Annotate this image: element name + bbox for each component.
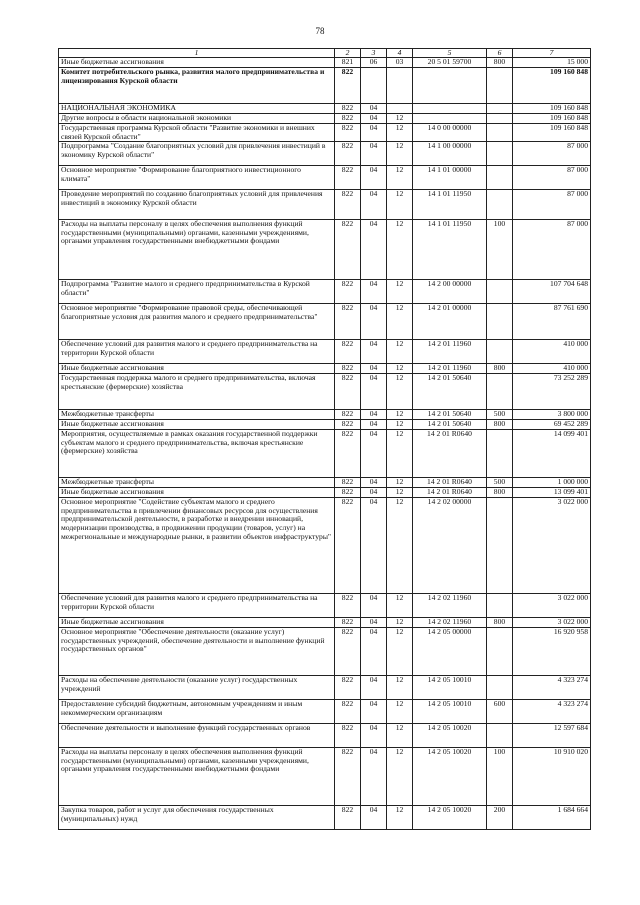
header-col-2: 2	[335, 49, 361, 58]
cell-admin-code: 822	[335, 488, 361, 498]
table-row	[59, 430, 591, 478]
cell-expense-type	[487, 142, 513, 166]
cell-target-article: 14 2 01 00000	[413, 304, 487, 340]
cell-section: 04	[361, 340, 387, 364]
cell-expense-type: 800	[487, 488, 513, 498]
cell-target-article: 14 0 00 00000	[413, 124, 487, 142]
table-row	[59, 364, 591, 374]
cell-subsection	[387, 104, 413, 114]
cell-target-article: 14 2 05 10020	[413, 748, 487, 806]
cell-name: Закупка товаров, работ и услуг для обеспечения государственных (муниципальных) нужд	[59, 806, 335, 830]
cell-target-article	[413, 104, 487, 114]
cell-admin-code: 822	[335, 498, 361, 594]
cell-subsection: 12	[387, 628, 413, 676]
cell-expense-type	[487, 340, 513, 364]
cell-admin-code: 822	[335, 190, 361, 220]
table-row	[59, 594, 591, 618]
cell-subsection: 12	[387, 374, 413, 410]
cell-section: 04	[361, 806, 387, 830]
cell-section: 04	[361, 166, 387, 190]
cell-name: Расходы на обеспечение деятельности (оказание услуг) государственных учреждений	[59, 676, 335, 700]
cell-subsection: 12	[387, 142, 413, 166]
cell-expense-type	[487, 594, 513, 618]
cell-subsection: 12	[387, 676, 413, 700]
header-col-3: 3	[361, 49, 387, 58]
cell-name: Межбюджетные трансферты	[59, 410, 335, 420]
cell-subsection	[387, 68, 413, 104]
cell-target-article: 14 2 00 00000	[413, 280, 487, 304]
cell-amount: 3 022 000	[513, 594, 591, 618]
cell-amount: 13 099 401	[513, 488, 591, 498]
cell-expense-type	[487, 124, 513, 142]
cell-subsection: 12	[387, 410, 413, 420]
cell-expense-type	[487, 68, 513, 104]
cell-section: 04	[361, 594, 387, 618]
table-row	[59, 190, 591, 220]
cell-expense-type: 800	[487, 420, 513, 430]
cell-subsection: 12	[387, 488, 413, 498]
cell-name: Основное мероприятие "Формирование правовой среды, обеспечивающей благоприятные условия для развития малого и среднего предпринимательства"	[59, 304, 335, 340]
table-body	[59, 58, 591, 830]
cell-target-article: 14 2 05 00000	[413, 628, 487, 676]
cell-name: Обеспечение условий для развития малого и среднего предпринимательства на территории Курской области	[59, 340, 335, 364]
cell-admin-code: 822	[335, 410, 361, 420]
cell-expense-type	[487, 114, 513, 124]
cell-target-article: 14 2 02 00000	[413, 498, 487, 594]
cell-subsection: 12	[387, 430, 413, 478]
cell-subsection: 12	[387, 420, 413, 430]
cell-amount: 107 704 648	[513, 280, 591, 304]
cell-name: Основное мероприятие "Обеспечение деятельности (оказание услуг) государственных учреждений, обеспечение деятельности и выполнение функций государственных органов"	[59, 628, 335, 676]
cell-admin-code: 821	[335, 58, 361, 68]
cell-section: 04	[361, 628, 387, 676]
cell-name: Подпрограмма "Создание благоприятных условий для привлечения инвестиций в экономику Курской области"	[59, 142, 335, 166]
cell-admin-code: 822	[335, 166, 361, 190]
cell-expense-type: 200	[487, 806, 513, 830]
cell-name: Государственная поддержка малого и среднего предпринимательства, включая крестьянские (фермерские) хозяйства	[59, 374, 335, 410]
table-row	[59, 700, 591, 724]
cell-expense-type	[487, 498, 513, 594]
cell-amount: 87 000	[513, 220, 591, 280]
cell-admin-code: 822	[335, 430, 361, 478]
cell-amount: 109 160 848	[513, 124, 591, 142]
cell-admin-code: 822	[335, 68, 361, 104]
cell-subsection: 12	[387, 724, 413, 748]
cell-admin-code: 822	[335, 420, 361, 430]
budget-table	[58, 48, 591, 830]
cell-target-article: 14 2 02 11960	[413, 594, 487, 618]
cell-section: 04	[361, 142, 387, 166]
cell-admin-code: 822	[335, 618, 361, 628]
cell-target-article: 14 2 01 50640	[413, 374, 487, 410]
cell-target-article: 14 2 02 11960	[413, 618, 487, 628]
cell-subsection: 12	[387, 124, 413, 142]
cell-admin-code: 822	[335, 114, 361, 124]
cell-name: Обеспечение деятельности и выполнение функций государственных органов	[59, 724, 335, 748]
cell-name: Расходы на выплаты персоналу в целях обеспечения выполнения функций государственными (муниципальными) органами, казенными учреждениями, органами управления государственными внебюджетными фондами	[59, 220, 335, 280]
cell-target-article	[413, 68, 487, 104]
cell-target-article	[413, 114, 487, 124]
cell-name: Межбюджетные трансферты	[59, 478, 335, 488]
cell-target-article: 14 2 05 10010	[413, 700, 487, 724]
cell-section: 04	[361, 114, 387, 124]
cell-target-article: 14 2 01 R0640	[413, 478, 487, 488]
cell-admin-code: 822	[335, 104, 361, 114]
cell-target-article: 14 1 01 11950	[413, 220, 487, 280]
cell-amount: 73 252 289	[513, 374, 591, 410]
cell-expense-type: 800	[487, 618, 513, 628]
cell-subsection: 12	[387, 748, 413, 806]
cell-admin-code: 822	[335, 806, 361, 830]
cell-amount: 10 910 020	[513, 748, 591, 806]
cell-expense-type: 800	[487, 58, 513, 68]
cell-section: 04	[361, 748, 387, 806]
page-number: 78	[315, 26, 325, 36]
cell-section: 04	[361, 410, 387, 420]
cell-subsection: 12	[387, 114, 413, 124]
cell-target-article: 14 2 05 10010	[413, 676, 487, 700]
table-header-row	[59, 49, 591, 58]
cell-target-article: 14 2 01 R0640	[413, 430, 487, 478]
cell-target-article: 20 5 01 59700	[413, 58, 487, 68]
cell-expense-type	[487, 104, 513, 114]
cell-name: Иные бюджетные ассигнования	[59, 364, 335, 374]
cell-expense-type	[487, 676, 513, 700]
cell-name: Государственная программа Курской области "Развитие экономики и внешних связей Курской области"	[59, 124, 335, 142]
cell-admin-code: 822	[335, 748, 361, 806]
cell-subsection: 12	[387, 220, 413, 280]
cell-name: Основное мероприятие "Содействие субъектам малого и среднего предпринимательства в привлечении финансовых ресурсов для осуществления предпринимательской деятельности, в разработке и внедрении инноваций, модернизации производства, в продвижении продукции (товаров, услуг) на межрегиональные и международные рынки, в развитии объектов инфраструктуры"	[59, 498, 335, 594]
cell-target-article: 14 2 01 50640	[413, 420, 487, 430]
cell-section: 04	[361, 700, 387, 724]
cell-name: Обеспечение условий для развития малого и среднего предпринимательства на территории Курской области	[59, 594, 335, 618]
cell-name: Расходы на выплаты персоналу в целях обеспечения выполнения функций государственными (муниципальными) органами, казенными учреждениями, органами управления государственными внебюджетными фондами	[59, 748, 335, 806]
cell-section: 04	[361, 478, 387, 488]
cell-admin-code: 822	[335, 340, 361, 364]
cell-amount: 109 160 848	[513, 114, 591, 124]
cell-subsection: 12	[387, 594, 413, 618]
cell-section: 04	[361, 104, 387, 114]
cell-admin-code: 822	[335, 628, 361, 676]
cell-subsection: 12	[387, 190, 413, 220]
cell-name: НАЦИОНАЛЬНАЯ ЭКОНОМИКА	[59, 104, 335, 114]
cell-amount: 109 160 848	[513, 68, 591, 104]
cell-amount: 15 000	[513, 58, 591, 68]
cell-admin-code: 822	[335, 478, 361, 488]
cell-amount: 1 684 664	[513, 806, 591, 830]
cell-section: 04	[361, 304, 387, 340]
cell-name: Проведение мероприятий по созданию благоприятных условий для привлечения инвестиций в экономику Курской области	[59, 190, 335, 220]
cell-name: Другие вопросы в области национальной экономики	[59, 114, 335, 124]
cell-amount: 69 452 289	[513, 420, 591, 430]
cell-amount: 87 000	[513, 190, 591, 220]
cell-name: Иные бюджетные ассигнования	[59, 420, 335, 430]
table-row	[59, 58, 591, 68]
table-row	[59, 340, 591, 364]
table-row	[59, 124, 591, 142]
table-row	[59, 676, 591, 700]
cell-expense-type	[487, 280, 513, 304]
table-row	[59, 724, 591, 748]
cell-section: 04	[361, 488, 387, 498]
cell-target-article: 14 1 01 00000	[413, 166, 487, 190]
cell-expense-type	[487, 724, 513, 748]
cell-amount: 87 000	[513, 166, 591, 190]
cell-subsection: 12	[387, 618, 413, 628]
cell-expense-type	[487, 374, 513, 410]
cell-admin-code: 822	[335, 304, 361, 340]
cell-section: 04	[361, 124, 387, 142]
cell-section: 04	[361, 220, 387, 280]
cell-expense-type: 800	[487, 364, 513, 374]
cell-amount: 1 000 000	[513, 478, 591, 488]
table-row	[59, 68, 591, 104]
table-row	[59, 142, 591, 166]
cell-admin-code: 822	[335, 220, 361, 280]
table-row	[59, 220, 591, 280]
cell-name: Основное мероприятие "Формирование благоприятного инвестиционного климата"	[59, 166, 335, 190]
cell-subsection: 12	[387, 364, 413, 374]
cell-subsection: 12	[387, 478, 413, 488]
cell-subsection: 12	[387, 700, 413, 724]
cell-target-article: 14 2 05 10020	[413, 724, 487, 748]
cell-admin-code: 822	[335, 594, 361, 618]
cell-admin-code: 822	[335, 374, 361, 410]
cell-amount: 4 323 274	[513, 700, 591, 724]
cell-expense-type	[487, 430, 513, 478]
cell-expense-type: 100	[487, 220, 513, 280]
cell-expense-type	[487, 166, 513, 190]
header-col-6: 6	[487, 49, 513, 58]
cell-admin-code: 822	[335, 124, 361, 142]
cell-expense-type	[487, 304, 513, 340]
cell-amount: 12 597 684	[513, 724, 591, 748]
cell-subsection: 12	[387, 304, 413, 340]
cell-amount: 109 160 848	[513, 104, 591, 114]
cell-subsection: 03	[387, 58, 413, 68]
header-col-7: 7	[513, 49, 591, 58]
cell-section: 04	[361, 618, 387, 628]
cell-amount: 410 000	[513, 340, 591, 364]
cell-expense-type: 500	[487, 410, 513, 420]
cell-subsection: 12	[387, 166, 413, 190]
table-row	[59, 498, 591, 594]
cell-target-article: 14 2 01 R0640	[413, 488, 487, 498]
table-row	[59, 748, 591, 806]
cell-name: Комитет потребительского рынка, развития малого предпринимательства и лицензирования Курской области	[59, 68, 335, 104]
cell-subsection: 12	[387, 340, 413, 364]
cell-subsection: 12	[387, 498, 413, 594]
cell-name: Иные бюджетные ассигнования	[59, 618, 335, 628]
table-row	[59, 618, 591, 628]
cell-section: 06	[361, 58, 387, 68]
table-row	[59, 304, 591, 340]
header-col-4: 4	[387, 49, 413, 58]
table-row	[59, 166, 591, 190]
cell-admin-code: 822	[335, 142, 361, 166]
cell-admin-code: 822	[335, 700, 361, 724]
table-row	[59, 420, 591, 430]
cell-admin-code: 822	[335, 364, 361, 374]
table-row	[59, 104, 591, 114]
cell-section	[361, 68, 387, 104]
cell-expense-type	[487, 628, 513, 676]
cell-expense-type	[487, 190, 513, 220]
cell-amount: 4 323 274	[513, 676, 591, 700]
cell-section: 04	[361, 420, 387, 430]
cell-section: 04	[361, 374, 387, 410]
header-col-5: 5	[413, 49, 487, 58]
cell-target-article: 14 1 01 11950	[413, 190, 487, 220]
table-row	[59, 374, 591, 410]
cell-section: 04	[361, 498, 387, 594]
cell-name: Предоставление субсидий бюджетным, автономным учреждениям и иным некоммерческим организациям	[59, 700, 335, 724]
header-col-1: 1	[59, 49, 335, 58]
cell-name: Мероприятия, осуществляемые в рамках оказания государственной поддержки субъектам малого и среднего предпринимательства, включая крестьянские (фермерские) хозяйства	[59, 430, 335, 478]
cell-amount: 3 800 000	[513, 410, 591, 420]
cell-expense-type: 500	[487, 478, 513, 488]
cell-section: 04	[361, 430, 387, 478]
cell-target-article: 14 2 01 11960	[413, 364, 487, 374]
cell-amount: 87 000	[513, 142, 591, 166]
cell-subsection: 12	[387, 806, 413, 830]
cell-target-article: 14 2 01 11960	[413, 340, 487, 364]
cell-section: 04	[361, 724, 387, 748]
table-row	[59, 478, 591, 488]
cell-section: 04	[361, 364, 387, 374]
cell-admin-code: 822	[335, 280, 361, 304]
table-row	[59, 488, 591, 498]
cell-amount: 16 920 958	[513, 628, 591, 676]
cell-amount: 3 022 000	[513, 618, 591, 628]
cell-section: 04	[361, 280, 387, 304]
cell-amount: 14 099 401	[513, 430, 591, 478]
table-row	[59, 410, 591, 420]
cell-target-article: 14 2 01 50640	[413, 410, 487, 420]
table-row	[59, 806, 591, 830]
cell-name: Подпрограмма "Развитие малого и среднего предпринимательства в Курской области"	[59, 280, 335, 304]
cell-subsection: 12	[387, 280, 413, 304]
cell-amount: 410 000	[513, 364, 591, 374]
cell-section: 04	[361, 190, 387, 220]
cell-section: 04	[361, 676, 387, 700]
cell-admin-code: 822	[335, 676, 361, 700]
cell-target-article: 14 1 00 00000	[413, 142, 487, 166]
cell-amount: 87 761 690	[513, 304, 591, 340]
cell-target-article: 14 2 05 10020	[413, 806, 487, 830]
cell-amount: 3 022 000	[513, 498, 591, 594]
cell-name: Иные бюджетные ассигнования	[59, 58, 335, 68]
cell-admin-code: 822	[335, 724, 361, 748]
table-row	[59, 628, 591, 676]
cell-expense-type: 600	[487, 700, 513, 724]
table-row	[59, 114, 591, 124]
cell-name: Иные бюджетные ассигнования	[59, 488, 335, 498]
table-row	[59, 280, 591, 304]
cell-expense-type: 100	[487, 748, 513, 806]
